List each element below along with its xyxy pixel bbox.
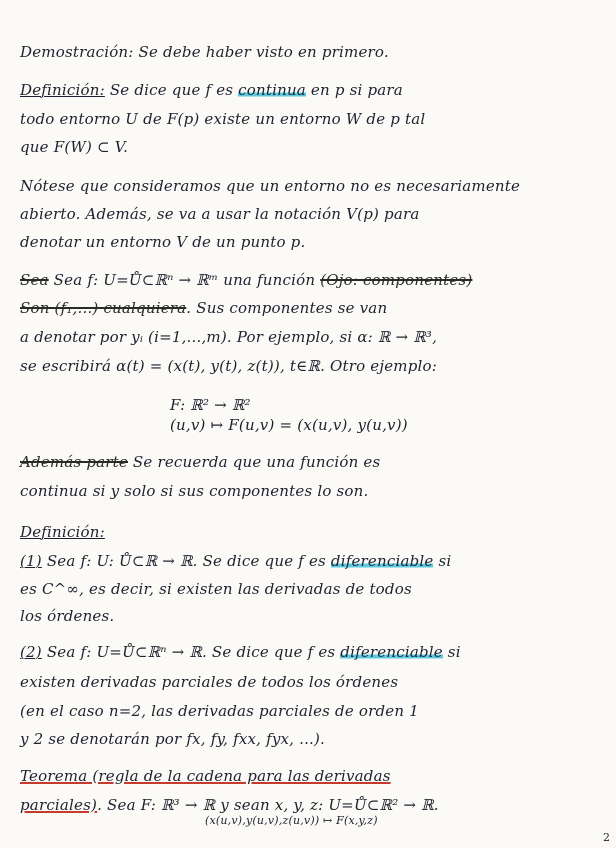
line-escribira: se escribirá α(t) = (x(t), y(t), z(t)), t∈ℝ. Otro ejemplo: [20,357,438,375]
theorem-heading-cont: parciales) [20,796,98,814]
text: . Sus componentes se van [186,299,388,317]
formula-Fuv: (u,v) ↦ F(u,v) = (x(u,v), y(u,v)) [170,416,408,434]
line-cinf: es C^∞, es decir, si existen las derivadas de todos [20,580,412,598]
crossed-phrase: (Ojo: componentes) [320,271,473,289]
text: Sea f: U=Ů⊂ℝⁿ → ℝ. Se dice que f es [41,643,341,661]
item-number-2: (2) [20,643,42,661]
line-ordenes: los órdenes. [20,607,115,625]
text: Se recuerda que una función es [127,453,381,471]
line-abierto: abierto. Además, se va a usar la notación V(p) para [20,205,420,223]
line-parciales [20,795,604,815]
definicion-heading: Definición: [20,81,105,99]
text: si [433,552,452,570]
line-existen-derivadas: existen derivadas parciales de todos los órdenes [20,673,399,691]
text: . Sea F: ℝ³ → ℝ y sean x, y, z: U=Ů⊂ℝ² → ℝ. [97,796,439,814]
line-caso-n2: (en el caso n=2, las derivadas parciales de orden 1 [20,702,419,720]
line-denotaran: y 2 se denotarán por fx, fy, fxx, fyx, ...). [20,730,326,748]
page-number: 2 [603,831,610,844]
crossed-phrase: Son (f₁,...) cualquiera [20,299,187,317]
line-entorno: todo entorno U de F(p) existe un entorno W de p tal [20,110,426,128]
theorem-heading: Teorema (regla de la cadena para las derivadas [20,767,391,785]
text: Sea f: U: Ů⊂ℝ → ℝ. Se dice que f es [41,552,331,570]
line-sea-funcion [20,270,604,290]
crossed-word: Sea [20,271,49,289]
text: si [442,643,461,661]
line-componentes [20,298,604,318]
crossed-phrase: Además parte [20,453,128,471]
text: Se dice que f es [104,81,239,99]
text: Sea f: U=Ů⊂ℝⁿ → ℝᵐ una función [48,271,321,289]
item-number-1: (1) [20,552,42,570]
text: en p si para [305,81,403,99]
highlight-diferenciable-2: diferenciable [340,643,443,661]
line-continua-si: continua si y solo si sus componentes lo son. [20,482,369,500]
line-fw: que F(W) ⊂ V. [20,138,129,156]
line-composition-note: (x(u,v),y(u,v),z(u,v)) ↦ F(x,y,z) [205,814,378,827]
formula-F: F: ℝ² → ℝ² [170,396,251,414]
line-def-1 [20,551,604,571]
line-def-2 [20,642,604,662]
line-se-recuerda [20,452,604,472]
highlight-diferenciable-1: diferenciable [330,552,434,570]
line-denotar: denotar un entorno V de un punto p. [20,233,306,251]
line-definicion-continua [20,80,604,100]
line-demostracion: Demostración: Se debe haber visto en primero. [20,43,389,61]
definicion-heading-2: Definición: [20,523,105,541]
line-notese: Nótese que consideramos que un entorno no es necesariamente [20,177,521,195]
highlight-continua: continua [238,81,306,99]
line-denotar-por: a denotar por yᵢ (i=1,...,m). Por ejemplo, si α: ℝ → ℝ³, [20,328,438,346]
